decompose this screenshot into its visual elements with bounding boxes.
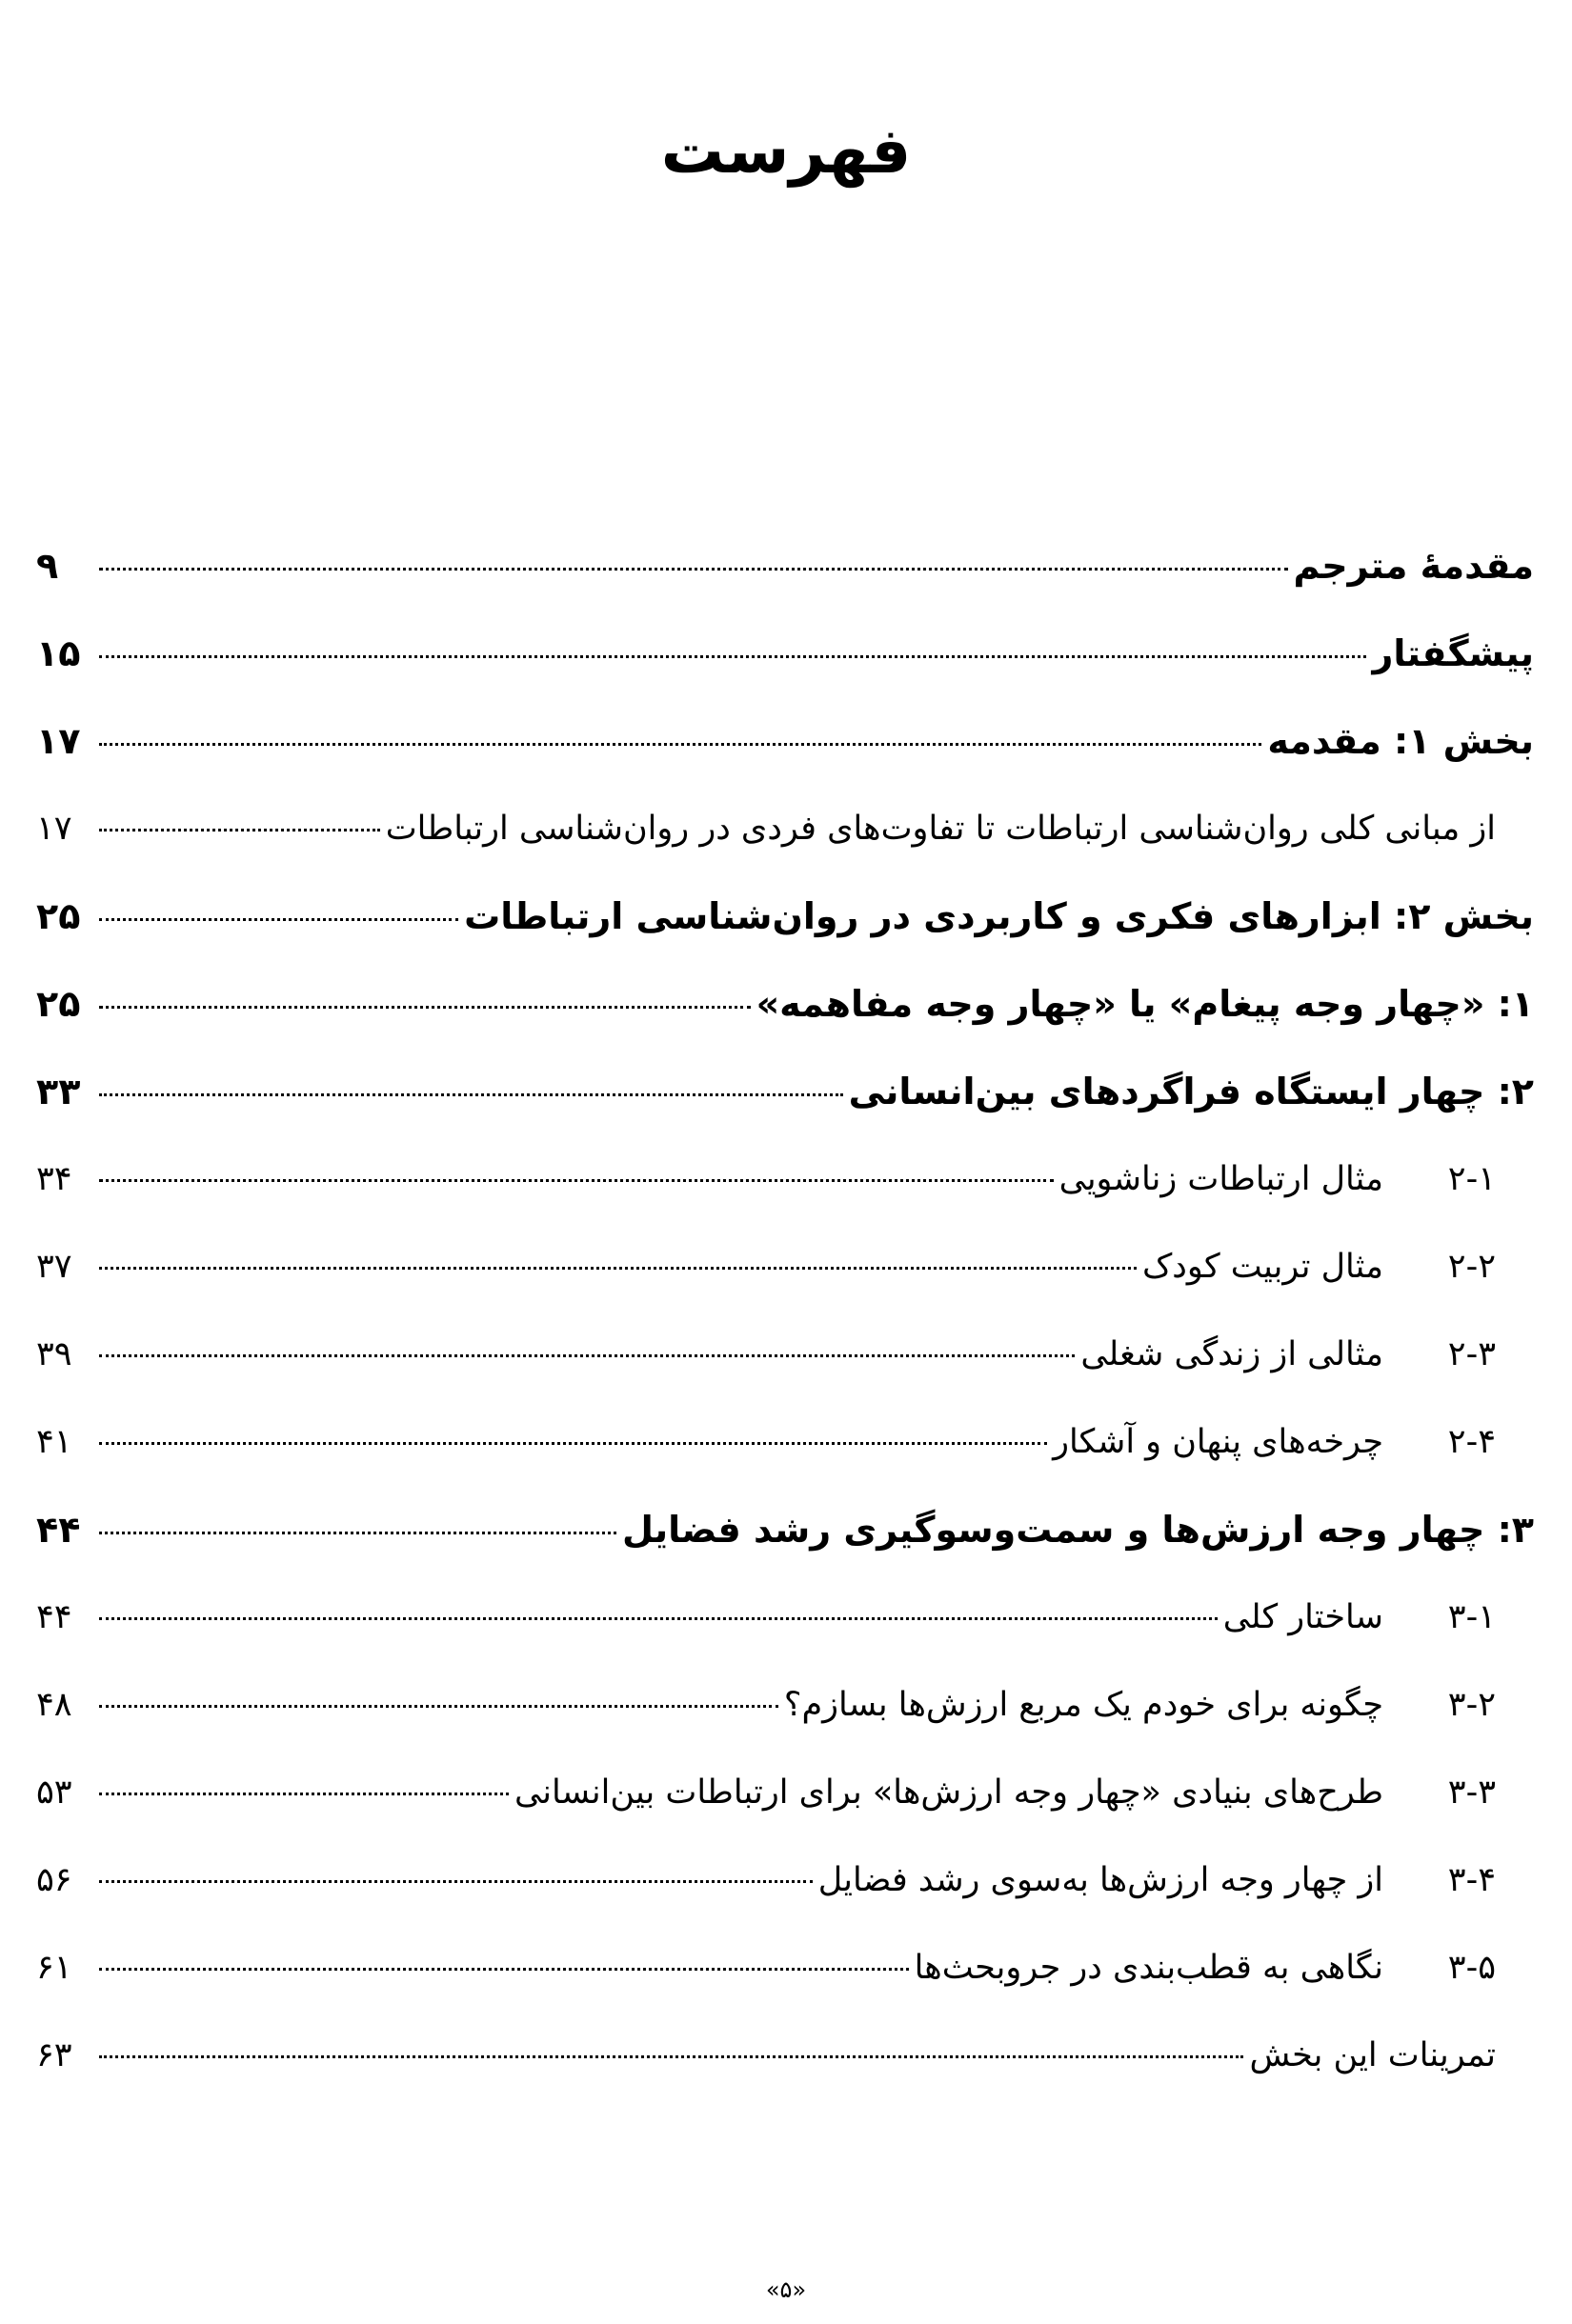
toc-entry-page: ۳۴	[36, 1160, 72, 1198]
toc-entry[interactable]	[36, 1749, 1534, 1836]
toc-entry-number: ۲-۴	[1447, 1423, 1496, 1461]
dot-leader	[99, 568, 1288, 571]
toc-entry[interactable]	[36, 1048, 1534, 1135]
toc-entry[interactable]	[36, 1573, 1534, 1661]
toc-entry-label: چرخه‌های پنهان و آشکار	[1053, 1423, 1383, 1461]
toc-entry-label: چگونه برای خودم یک مربع ارزش‌ها بسازم؟	[783, 1686, 1383, 1724]
toc-entry-label: مثالی از زندگی شغلی	[1080, 1335, 1383, 1373]
page-number: «۵»	[765, 2276, 807, 2303]
toc-entry[interactable]	[36, 1398, 1534, 1486]
toc-entry-label: بخش ۲: ابزارهای فکری و کاربردی در روان‌شناسی ارتباطات	[464, 895, 1534, 937]
toc-entry-page: ۶۳	[36, 2036, 72, 2074]
toc-entry[interactable]	[36, 2012, 1534, 2099]
dot-leader	[99, 1093, 843, 1096]
dot-leader	[99, 1968, 909, 1971]
dot-leader	[99, 2055, 1243, 2058]
toc-entry-page: ۹	[36, 545, 59, 587]
toc-entry-page: ۴۸	[36, 1686, 72, 1724]
toc-entry-page: ۲۵	[36, 895, 81, 937]
toc-entry-page: ۶۱	[36, 1949, 72, 1987]
toc-entry-label: ۲: چهار ایستگاه فراگردهای بین‌انسانی	[848, 1071, 1534, 1112]
table-of-contents	[36, 522, 1534, 2099]
toc-entry-number: ۳-۳	[1447, 1773, 1496, 1812]
toc-entry-page: ۴۴	[36, 1598, 72, 1636]
toc-entry-label: ساختار کلی	[1222, 1598, 1383, 1636]
dot-leader	[99, 1705, 778, 1708]
dot-leader	[99, 918, 458, 921]
toc-entry[interactable]	[36, 697, 1534, 785]
toc-entry-label: بخش ۱: مقدمه	[1267, 720, 1534, 762]
toc-entry-page: ۴۱	[36, 1423, 72, 1461]
toc-entry-number: ۳-۴	[1447, 1861, 1496, 1899]
toc-entry-label: ۳: چهار وجه ارزش‌ها و سمت‌وسوگیری رشد فضایل	[621, 1509, 1534, 1551]
toc-entry[interactable]	[36, 1661, 1534, 1749]
toc-entry-number: ۲-۱	[1447, 1160, 1496, 1198]
dot-leader	[99, 1354, 1075, 1357]
toc-entry[interactable]	[36, 1223, 1534, 1311]
toc-entry[interactable]	[36, 522, 1534, 610]
dot-leader	[99, 655, 1366, 658]
toc-entry-label: مقدمهٔ مترجم	[1293, 545, 1534, 587]
dot-leader	[99, 1793, 509, 1795]
page-title: فهرست	[660, 114, 912, 189]
dot-leader	[99, 1442, 1047, 1445]
toc-entry-label: تمرینات این بخش	[1249, 2036, 1496, 2074]
toc-entry[interactable]	[36, 960, 1534, 1048]
toc-entry-label: ۱: «چهار وجه پیغام» یا «چهار وجه مفاهمه»	[756, 983, 1534, 1025]
dot-leader	[99, 743, 1261, 746]
toc-entry[interactable]	[36, 1135, 1534, 1223]
toc-entry-number: ۳-۵	[1447, 1949, 1496, 1987]
toc-entry-label: مثال تربیت کودک	[1141, 1248, 1383, 1286]
toc-entry-page: ۳۳	[36, 1071, 81, 1112]
toc-entry-label: مثال ارتباطات زناشویی	[1058, 1160, 1383, 1198]
toc-entry-label: از مبانی کلی روان‌شناسی ارتباطات تا تفاوت‌های فردی در روان‌شناسی ارتباطات	[385, 810, 1496, 848]
dot-leader	[99, 1532, 616, 1534]
toc-entry-page: ۳۷	[36, 1248, 72, 1286]
toc-entry-page: ۴۴	[36, 1509, 81, 1551]
toc-entry[interactable]	[36, 1836, 1534, 1924]
toc-entry[interactable]	[36, 872, 1534, 960]
toc-entry-label: پیشگفتار	[1372, 632, 1534, 674]
toc-entry[interactable]	[36, 1311, 1534, 1398]
toc-entry-number: ۳-۱	[1447, 1598, 1496, 1636]
toc-entry[interactable]	[36, 785, 1534, 872]
toc-entry-number: ۳-۲	[1447, 1686, 1496, 1724]
toc-entry-number: ۲-۳	[1447, 1335, 1496, 1373]
toc-entry-page: ۱۵	[36, 632, 81, 674]
toc-entry[interactable]	[36, 610, 1534, 697]
toc-entry-page: ۳۹	[36, 1335, 72, 1373]
toc-entry-page: ۱۷	[36, 720, 81, 762]
dot-leader	[99, 1880, 813, 1883]
toc-entry-label: طرح‌های بنیادی «چهار وجه ارزش‌ها» برای ارتباطات بین‌انسانی	[514, 1773, 1383, 1812]
toc-entry-page: ۵۶	[36, 1861, 72, 1899]
toc-entry-page: ۱۷	[36, 810, 72, 848]
dot-leader	[99, 829, 380, 831]
toc-entry-page: ۲۵	[36, 983, 81, 1025]
toc-entry[interactable]	[36, 1924, 1534, 2012]
dot-leader	[99, 1267, 1137, 1270]
dot-leader	[99, 1006, 751, 1009]
toc-entry-number: ۲-۲	[1447, 1248, 1496, 1286]
toc-entry[interactable]	[36, 1486, 1534, 1573]
dot-leader	[99, 1179, 1054, 1182]
toc-entry-label: نگاهی به قطب‌بندی در جروبحث‌ها	[914, 1949, 1383, 1987]
toc-entry-label: از چهار وجه ارزش‌ها به‌سوی رشد فضایل	[817, 1861, 1383, 1899]
toc-entry-page: ۵۳	[36, 1773, 72, 1812]
dot-leader	[99, 1617, 1218, 1620]
